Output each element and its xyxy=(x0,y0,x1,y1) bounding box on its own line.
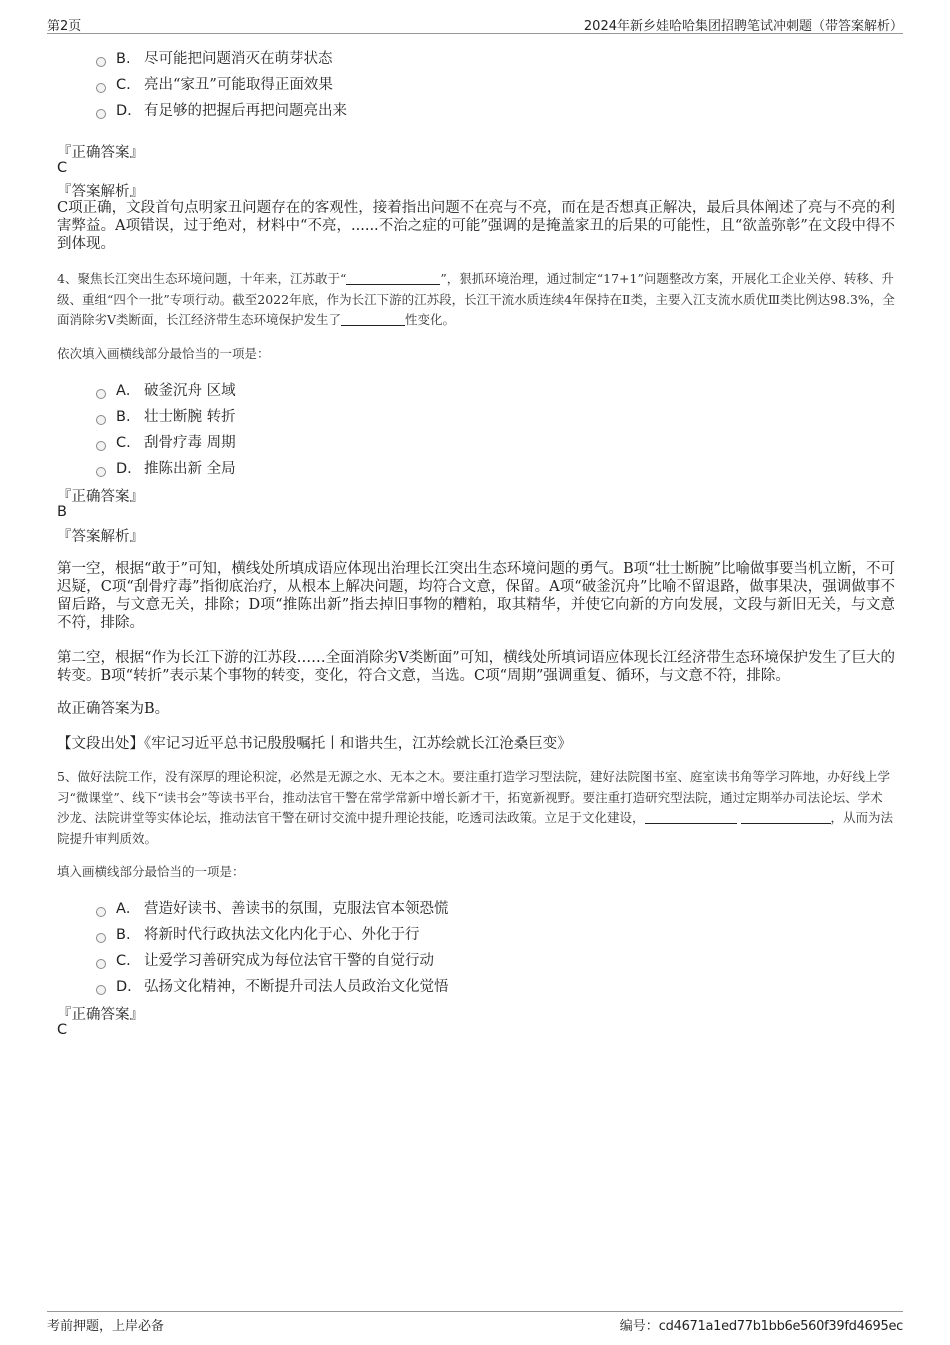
q5-option-c[interactable]: C. 让爱学习善研究成为每位法官干警的自觉行动 xyxy=(96,949,434,969)
q3-analysis-label: 『答案解析』 xyxy=(57,184,144,200)
q3-answer: C xyxy=(57,160,68,176)
q3-answer-label: 『正确答案』 xyxy=(57,145,144,161)
q4-answer-label: 『正确答案』 xyxy=(57,489,144,505)
q5-option-b[interactable]: B. 将新时代行政执法文化内化于心、外化于行 xyxy=(96,923,420,943)
footer-slogan: 考前押题，上岸必备 xyxy=(47,1319,165,1334)
q4-prompt: 依次填入画横线部分最恰当的一项是： xyxy=(57,346,270,361)
fill-blank xyxy=(741,810,831,824)
q4-analysis-label: 『答案解析』 xyxy=(57,529,144,545)
radio-icon[interactable] xyxy=(96,907,106,917)
fill-blank xyxy=(341,312,405,326)
q4-analysis-p2: 第二空，根据“作为长江下游的江苏段……全面消除劣Ⅴ类断面”可知，横线处所填词语应体现长江经济带生态环境保护发生了巨大的转变。B项“转折”表示某个事物的转变，变化，符合文意，当选。C项“周期”强调重复、循环，与文意不符，排除。 xyxy=(57,650,895,684)
q5-answer-label: 『正确答案』 xyxy=(57,1007,144,1023)
q4-option-d[interactable]: D. 推陈出新 全局 xyxy=(96,457,236,477)
radio-icon[interactable] xyxy=(96,985,106,995)
fill-blank xyxy=(645,810,737,824)
radio-icon[interactable] xyxy=(96,415,106,425)
q3-option-b[interactable]: B. 尽可能把问题消灭在萌芽状态 xyxy=(96,47,333,67)
q4-stem: 4、聚焦长江突出生态环境问题，十年来，江苏敢于“ ”，狠抓环境治理，通过制定“17+1”问题整改方案，开展化工企业关停、转移、升级、重组“四个一批”专项行动。截至2022年底，作为长江下游的江苏段，长江干流水质连续4年保持在Ⅱ类，主要入江支流水质优Ⅲ类比例达98.3%，全面消除劣Ⅴ类断面，长江经济带生态环境保护发生了 性变化。 xyxy=(57,271,895,327)
radio-icon[interactable] xyxy=(96,959,106,969)
q5-stem: 5、做好法院工作，没有深厚的理论积淀，必然是无源之水、无本之木。要注重打造学习型法院，建好法院图书室、庭室读书角等学习阵地，办好线上学习“微课堂”、线下“读书会”等读书平台，推动法官干警在常学常新中增长新才干，拓宽新视野。要注重打造研究型法院，通过定期举办司法论坛、学术沙龙、法院讲堂等实体论坛，推动法官干警在研讨交流中提升理论技能，吃透司法政策。立足于文化建设， ，从而为法院提升审判质效。 xyxy=(57,769,894,846)
radio-icon[interactable] xyxy=(96,441,106,451)
q4-option-c[interactable]: C. 刮骨疗毒 周期 xyxy=(96,431,236,451)
page-number: 第2页 xyxy=(47,19,82,34)
page-header xyxy=(47,14,903,34)
q4-analysis-p3: 故正确答案为B。 xyxy=(57,701,170,717)
q5-option-a[interactable]: A． 营造好读书、善读书的氛围，克服法官本领恐慌 xyxy=(96,897,449,917)
q4-answer: B xyxy=(57,504,67,520)
q4-option-b[interactable]: B. 壮士断腕 转折 xyxy=(96,405,236,425)
radio-icon[interactable] xyxy=(96,109,106,119)
q4-analysis-p1: 第一空，根据“敢于”可知，横线处所填成语应体现出治理长江突出生态环境问题的勇气。B项“壮士断腕”比喻做事要当机立断，不可迟疑，C项“刮骨疗毒”指彻底治疗，从根本上解决问题，均符合文意，保留。A项“破釜沉舟”比喻不留退路，做事果决，强调做事不留后路，与文意无关，排除；D项“推陈出新”指去掉旧事物的糟粕，取其精华，并使它向新的方向发展，文段与新旧无关，与文意不符，排除。 xyxy=(57,561,895,631)
footer-code: 编号：cd4671a1ed77b1bb6e560f39fd4695ec xyxy=(619,1319,903,1334)
radio-icon[interactable] xyxy=(96,389,106,399)
q5-option-d[interactable]: D. 弘扬文化精神，不断提升司法人员政治文化觉悟 xyxy=(96,975,449,995)
radio-icon[interactable] xyxy=(96,933,106,943)
q5-prompt: 填入画横线部分最恰当的一项是： xyxy=(57,864,245,879)
fill-blank xyxy=(346,271,440,285)
document-title: 2024年新乡娃哈哈集团招聘笔试冲刺题（带答案解析） xyxy=(583,19,903,34)
q4-source: 【文段出处】《牢记习近平总书记殷殷嘱托丨和谐共生，江苏绘就长江沧桑巨变》 xyxy=(57,736,572,752)
q3-option-c[interactable]: C. 亮出“家丑”可能取得正面效果 xyxy=(96,73,333,93)
radio-icon[interactable] xyxy=(96,83,106,93)
radio-icon[interactable] xyxy=(96,467,106,477)
radio-icon[interactable] xyxy=(96,57,106,67)
q3-analysis: C项正确，文段首句点明家丑问题存在的客观性，接着指出问题不在亮与不亮，而在是否想真正解决，最后具体阐述了亮与不亮的利害弊益。A项错误，过于绝对，材料中“不亮，......不治之症的可能”强调的是掩盖家丑的后果的可能性，且“欲盖弥彰”在文段中得不到体现。 xyxy=(57,200,895,252)
page-footer xyxy=(47,1311,903,1333)
q3-option-d[interactable]: D. 有足够的把握后再把问题亮出来 xyxy=(96,99,347,119)
q4-option-a[interactable]: A． 破釜沉舟 区域 xyxy=(96,379,236,399)
q5-answer: C xyxy=(57,1022,68,1038)
